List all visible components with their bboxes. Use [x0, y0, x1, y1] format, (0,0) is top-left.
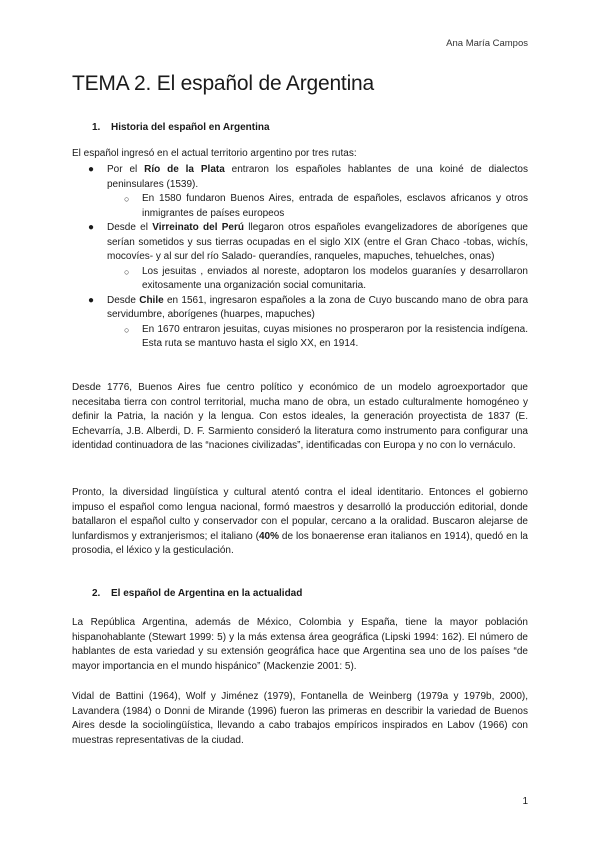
route-sublist — [107, 323, 528, 352]
current-paragraph-2: Vidal de Battini (1964), Wolf y Jiménez (1979), Fontanella de Weinberg (1979a y 1979b, 2000), Lavandera (1984) o Donni de Mirande (1996) fueron las primeras en describir la variedad de Buenos Aires desde la sociolingüística, llevando a cabo trabajos empíricos inspirados en Labov (1966) con muestras representativas de la ciudad. — [72, 691, 528, 746]
current-paragraph-1: La República Argentina, además de México, Colombia y España, tiene la mayor población hispanohablante (Stewart 1999: 5) y la más extensa área geográfica (Lipski 1994: 162). El número de hablantes de esta variedad y su extensión geográfica hace que Argentina sea uno de los países “de mayor importancia en el mundo hispánico” (Mackenzie 2001: 5). — [72, 617, 528, 672]
section-2-number: 2. — [92, 588, 101, 599]
route-subitem: ○ En 1580 fundaron Buenos Aires, entrada de españoles, esclavos africanos y otros inmigrantes de países europeos — [124, 193, 528, 219]
route-name: Virreinato del Perú — [152, 222, 244, 233]
section-1-title: Historia del español en Argentina — [111, 122, 270, 133]
section-2-title: El español de Argentina en la actualidad — [111, 588, 303, 599]
section-1-heading — [92, 122, 270, 133]
routes-intro: El español ingresó en el actual territorio argentino por tres rutas: — [72, 148, 357, 159]
header-author: Ana María Campos — [446, 38, 528, 49]
route-subitem: ○ En 1670 entraron jesuitas, cuyas misiones no prosperaron por la resistencia indígena. Esta ruta se mantuvo hasta el siglo XX, en 1914. — [124, 323, 528, 349]
route-sublist — [107, 192, 528, 221]
hollow-bullet-icon: ○ — [124, 266, 130, 277]
hollow-bullet-icon: ○ — [124, 324, 130, 335]
section-2-heading — [92, 588, 302, 599]
hollow-bullet-icon: ○ — [124, 194, 130, 204]
history-paragraph-2: Pronto, la diversidad lingüística y cultural atentó contra el ideal identitario. Entonces el gobierno impuso el español como lengua nacional, formó maestros y desarrolló la producción editorial, donde batallaron el español culto y conservador con el popular, cercano a la oralidad. Buscaron alejarse de lunfardismos y extranjerismos; el italiano (40% de los bonaerense eran italianos en 1914), quedó en la prosodia, el léxico y la gesticulación. — [72, 487, 528, 556]
route-item: ● Por el Río de la Plata entraron los españoles hablantes de una koiné de dialectos peninsulares (1539). ○ En 1580 fundaron Buenos Aires, entrada de españoles, esclavos africanos y otros inmigrantes de países europeos — [72, 163, 528, 221]
history-paragraph-1: Desde 1776, Buenos Aires fue centro político y económico de un modelo agroexportador que necesitaba tierra con control territorial, mucha mano de obra, un estado culturalmente homogéneo y definir la Patria, la nación y la lengua. Con estos ideales, la generación proyectista de 1837 (E. Echevarría, J.B. Alberdi, D. F. Sarmiento consideró la literatura como instrumento para configurar una identidad continuadora de las “naciones civilizadas”, identificadas con Europa y no con lo vernáculo. — [72, 382, 528, 451]
route-name: Chile — [139, 294, 164, 306]
route-subitem: ○ Los jesuitas , enviados al noreste, adoptaron los modelos guaraníes y desarrollaron exitosamente una organización social comunitaria. — [124, 265, 528, 291]
bullet-icon: ● — [88, 164, 95, 175]
route-item: ● Desde Chile en 1561, ingresaron españoles a la zona de Cuyo buscando mano de obra para servidumbre, aborígenes (huarpes, mapuches) ○ En 1670 entraron jesuitas, cuyas misiones no prosperaron por la resistencia indígena. Esta ruta se mantuvo hasta el siglo XX, en 1914. — [72, 294, 528, 352]
page-number: 1 — [522, 796, 528, 807]
route-name: Río de la Plata — [144, 164, 225, 175]
routes-list — [72, 163, 528, 352]
bullet-icon: ● — [88, 294, 95, 306]
bullet-icon: ● — [88, 222, 95, 233]
page-title: TEMA 2. El español de Argentina — [72, 72, 374, 95]
route-item: ● Desde el Virreinato del Perú llegaron otros españoles evangelizadores de aborígenes que serían sometidos y sus tierras ocupadas en el siglo XIX (entre el Gran Chaco -tobas, wichís, mocovíes- y al sur del río Salado- querandíes, ranqueles, mapuches, tehuelches, onas) ○ Los jesuitas , enviados al noreste, adoptaron los modelos guaraníes y desarrollaron exitosamente una organización social comunitaria. — [72, 221, 528, 294]
section-1-number: 1. — [92, 122, 101, 133]
route-sublist — [107, 265, 528, 294]
